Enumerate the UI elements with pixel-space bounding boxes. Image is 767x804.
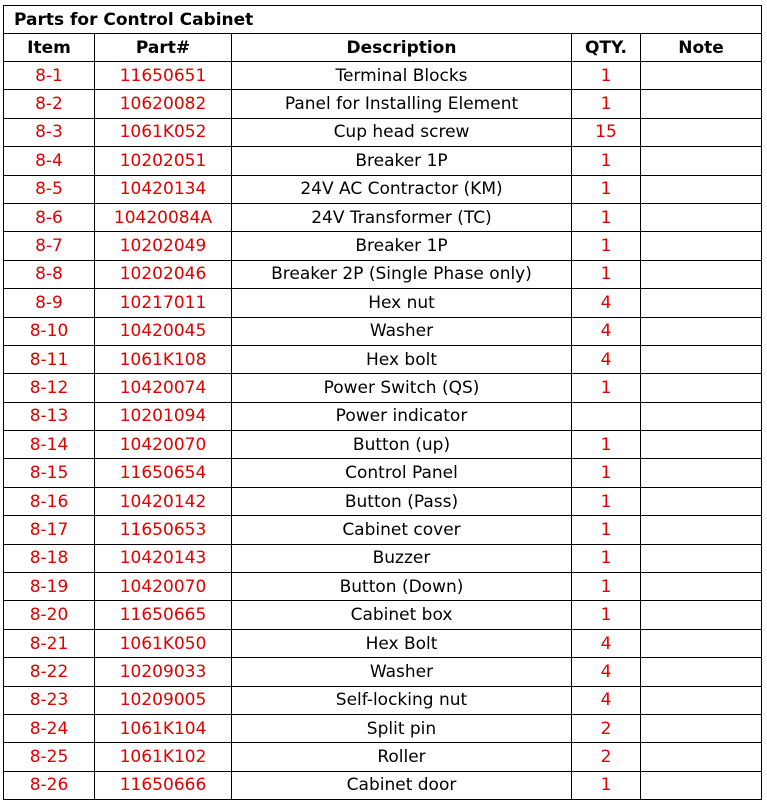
part-number-cell: 10420134 — [95, 175, 232, 203]
qty-cell: 2 — [572, 714, 641, 742]
description-cell: Breaker 1P — [232, 232, 572, 260]
description-cell: Power indicator — [232, 402, 572, 430]
table-row — [4, 544, 762, 572]
qty-cell: 1 — [572, 771, 641, 799]
item-cell: 8-4 — [4, 147, 95, 175]
table-row — [4, 289, 762, 317]
note-cell — [641, 345, 762, 373]
qty-cell: 1 — [572, 487, 641, 515]
part-number-cell: 10420142 — [95, 487, 232, 515]
item-cell: 8-6 — [4, 203, 95, 231]
description-cell: Power Switch (QS) — [232, 374, 572, 402]
table-row — [4, 317, 762, 345]
part-number-cell: 11650665 — [95, 601, 232, 629]
item-cell: 8-25 — [4, 743, 95, 771]
part-number-cell: 1061K102 — [95, 743, 232, 771]
note-cell — [641, 289, 762, 317]
qty-cell — [572, 402, 641, 430]
part-number-cell: 1061K104 — [95, 714, 232, 742]
note-cell — [641, 743, 762, 771]
part-number-cell: 11650653 — [95, 516, 232, 544]
qty-cell: 1 — [572, 459, 641, 487]
part-number-cell: 10420084A — [95, 203, 232, 231]
part-number-cell: 10420045 — [95, 317, 232, 345]
description-cell: 24V AC Contractor (KM) — [232, 175, 572, 203]
item-cell: 8-17 — [4, 516, 95, 544]
item-cell: 8-20 — [4, 601, 95, 629]
description-cell: Hex Bolt — [232, 629, 572, 657]
parts-table-sheet — [3, 5, 761, 800]
qty-cell: 4 — [572, 658, 641, 686]
part-number-cell: 10620082 — [95, 90, 232, 118]
part-number-cell: 10209005 — [95, 686, 232, 714]
part-number-cell: 10202051 — [95, 147, 232, 175]
qty-cell: 1 — [572, 431, 641, 459]
item-cell: 8-18 — [4, 544, 95, 572]
note-cell — [641, 147, 762, 175]
table-row — [4, 402, 762, 430]
item-cell: 8-14 — [4, 431, 95, 459]
part-number-cell: 10420070 — [95, 573, 232, 601]
table-row — [4, 658, 762, 686]
part-number-cell: 10420070 — [95, 431, 232, 459]
item-cell: 8-21 — [4, 629, 95, 657]
description-cell: Hex nut — [232, 289, 572, 317]
note-cell — [641, 487, 762, 515]
description-cell: Self-locking nut — [232, 686, 572, 714]
table-row — [4, 232, 762, 260]
table-header-row — [4, 34, 762, 62]
table-row — [4, 345, 762, 373]
note-cell — [641, 629, 762, 657]
note-cell — [641, 601, 762, 629]
description-cell: Button (Pass) — [232, 487, 572, 515]
table-row — [4, 431, 762, 459]
note-cell — [641, 374, 762, 402]
qty-cell: 1 — [572, 516, 641, 544]
table-row — [4, 686, 762, 714]
item-cell: 8-7 — [4, 232, 95, 260]
item-cell: 8-11 — [4, 345, 95, 373]
part-number-cell: 10420143 — [95, 544, 232, 572]
table-row — [4, 459, 762, 487]
description-cell: Control Panel — [232, 459, 572, 487]
table-row — [4, 629, 762, 657]
item-cell: 8-9 — [4, 289, 95, 317]
table-row — [4, 743, 762, 771]
item-cell: 8-12 — [4, 374, 95, 402]
description-cell: Breaker 1P — [232, 147, 572, 175]
qty-cell: 4 — [572, 686, 641, 714]
note-cell — [641, 175, 762, 203]
qty-cell: 15 — [572, 118, 641, 146]
item-cell: 8-2 — [4, 90, 95, 118]
qty-cell: 1 — [572, 260, 641, 288]
description-cell: Split pin — [232, 714, 572, 742]
description-cell: Button (Down) — [232, 573, 572, 601]
header-item: Item — [4, 34, 95, 62]
qty-cell: 1 — [572, 374, 641, 402]
part-number-cell: 1061K050 — [95, 629, 232, 657]
note-cell — [641, 573, 762, 601]
description-cell: Breaker 2P (Single Phase only) — [232, 260, 572, 288]
table-row — [4, 147, 762, 175]
description-cell: Cup head screw — [232, 118, 572, 146]
header-note: Note — [641, 34, 762, 62]
note-cell — [641, 516, 762, 544]
qty-cell: 4 — [572, 289, 641, 317]
part-number-cell: 10209033 — [95, 658, 232, 686]
table-title: Parts for Control Cabinet — [4, 6, 762, 34]
description-cell: Cabinet cover — [232, 516, 572, 544]
item-cell: 8-8 — [4, 260, 95, 288]
note-cell — [641, 232, 762, 260]
table-row — [4, 260, 762, 288]
table-row — [4, 601, 762, 629]
parts-table — [3, 5, 762, 800]
item-cell: 8-10 — [4, 317, 95, 345]
item-cell: 8-13 — [4, 402, 95, 430]
description-cell: Terminal Blocks — [232, 62, 572, 90]
qty-cell: 1 — [572, 90, 641, 118]
item-cell: 8-15 — [4, 459, 95, 487]
table-row — [4, 62, 762, 90]
note-cell — [641, 771, 762, 799]
description-cell: 24V Transformer (TC) — [232, 203, 572, 231]
qty-cell: 4 — [572, 629, 641, 657]
header-description: Description — [232, 34, 572, 62]
description-cell: Cabinet door — [232, 771, 572, 799]
item-cell: 8-16 — [4, 487, 95, 515]
description-cell: Cabinet box — [232, 601, 572, 629]
note-cell — [641, 658, 762, 686]
description-cell: Buzzer — [232, 544, 572, 572]
qty-cell: 1 — [572, 544, 641, 572]
note-cell — [641, 317, 762, 345]
part-number-cell: 11650651 — [95, 62, 232, 90]
table-row — [4, 175, 762, 203]
item-cell: 8-24 — [4, 714, 95, 742]
table-body — [4, 62, 762, 800]
note-cell — [641, 402, 762, 430]
note-cell — [641, 686, 762, 714]
table-row — [4, 714, 762, 742]
table-row — [4, 516, 762, 544]
note-cell — [641, 544, 762, 572]
part-number-cell: 10420074 — [95, 374, 232, 402]
table-row — [4, 90, 762, 118]
note-cell — [641, 714, 762, 742]
note-cell — [641, 203, 762, 231]
note-cell — [641, 90, 762, 118]
part-number-cell: 1061K108 — [95, 345, 232, 373]
item-cell: 8-5 — [4, 175, 95, 203]
description-cell: Button (up) — [232, 431, 572, 459]
qty-cell: 4 — [572, 345, 641, 373]
table-row — [4, 771, 762, 799]
part-number-cell: 11650666 — [95, 771, 232, 799]
part-number-cell: 10202046 — [95, 260, 232, 288]
description-cell: Hex bolt — [232, 345, 572, 373]
note-cell — [641, 118, 762, 146]
table-row — [4, 374, 762, 402]
note-cell — [641, 62, 762, 90]
part-number-cell: 10201094 — [95, 402, 232, 430]
description-cell: Washer — [232, 658, 572, 686]
part-number-cell: 11650654 — [95, 459, 232, 487]
table-row — [4, 203, 762, 231]
description-cell: Panel for Installing Element — [232, 90, 572, 118]
part-number-cell: 1061K052 — [95, 118, 232, 146]
qty-cell: 4 — [572, 317, 641, 345]
qty-cell: 1 — [572, 203, 641, 231]
qty-cell: 1 — [572, 62, 641, 90]
qty-cell: 1 — [572, 175, 641, 203]
header-qty: QTY. — [572, 34, 641, 62]
qty-cell: 1 — [572, 232, 641, 260]
description-cell: Washer — [232, 317, 572, 345]
item-cell: 8-1 — [4, 62, 95, 90]
note-cell — [641, 260, 762, 288]
qty-cell: 1 — [572, 573, 641, 601]
item-cell: 8-26 — [4, 771, 95, 799]
note-cell — [641, 431, 762, 459]
qty-cell: 1 — [572, 601, 641, 629]
item-cell: 8-3 — [4, 118, 95, 146]
table-title-row — [4, 6, 762, 34]
table-row — [4, 118, 762, 146]
table-row — [4, 573, 762, 601]
qty-cell: 2 — [572, 743, 641, 771]
header-part-number: Part# — [95, 34, 232, 62]
note-cell — [641, 459, 762, 487]
description-cell: Roller — [232, 743, 572, 771]
part-number-cell: 10202049 — [95, 232, 232, 260]
item-cell: 8-22 — [4, 658, 95, 686]
item-cell: 8-19 — [4, 573, 95, 601]
table-row — [4, 487, 762, 515]
qty-cell: 1 — [572, 147, 641, 175]
part-number-cell: 10217011 — [95, 289, 232, 317]
item-cell: 8-23 — [4, 686, 95, 714]
